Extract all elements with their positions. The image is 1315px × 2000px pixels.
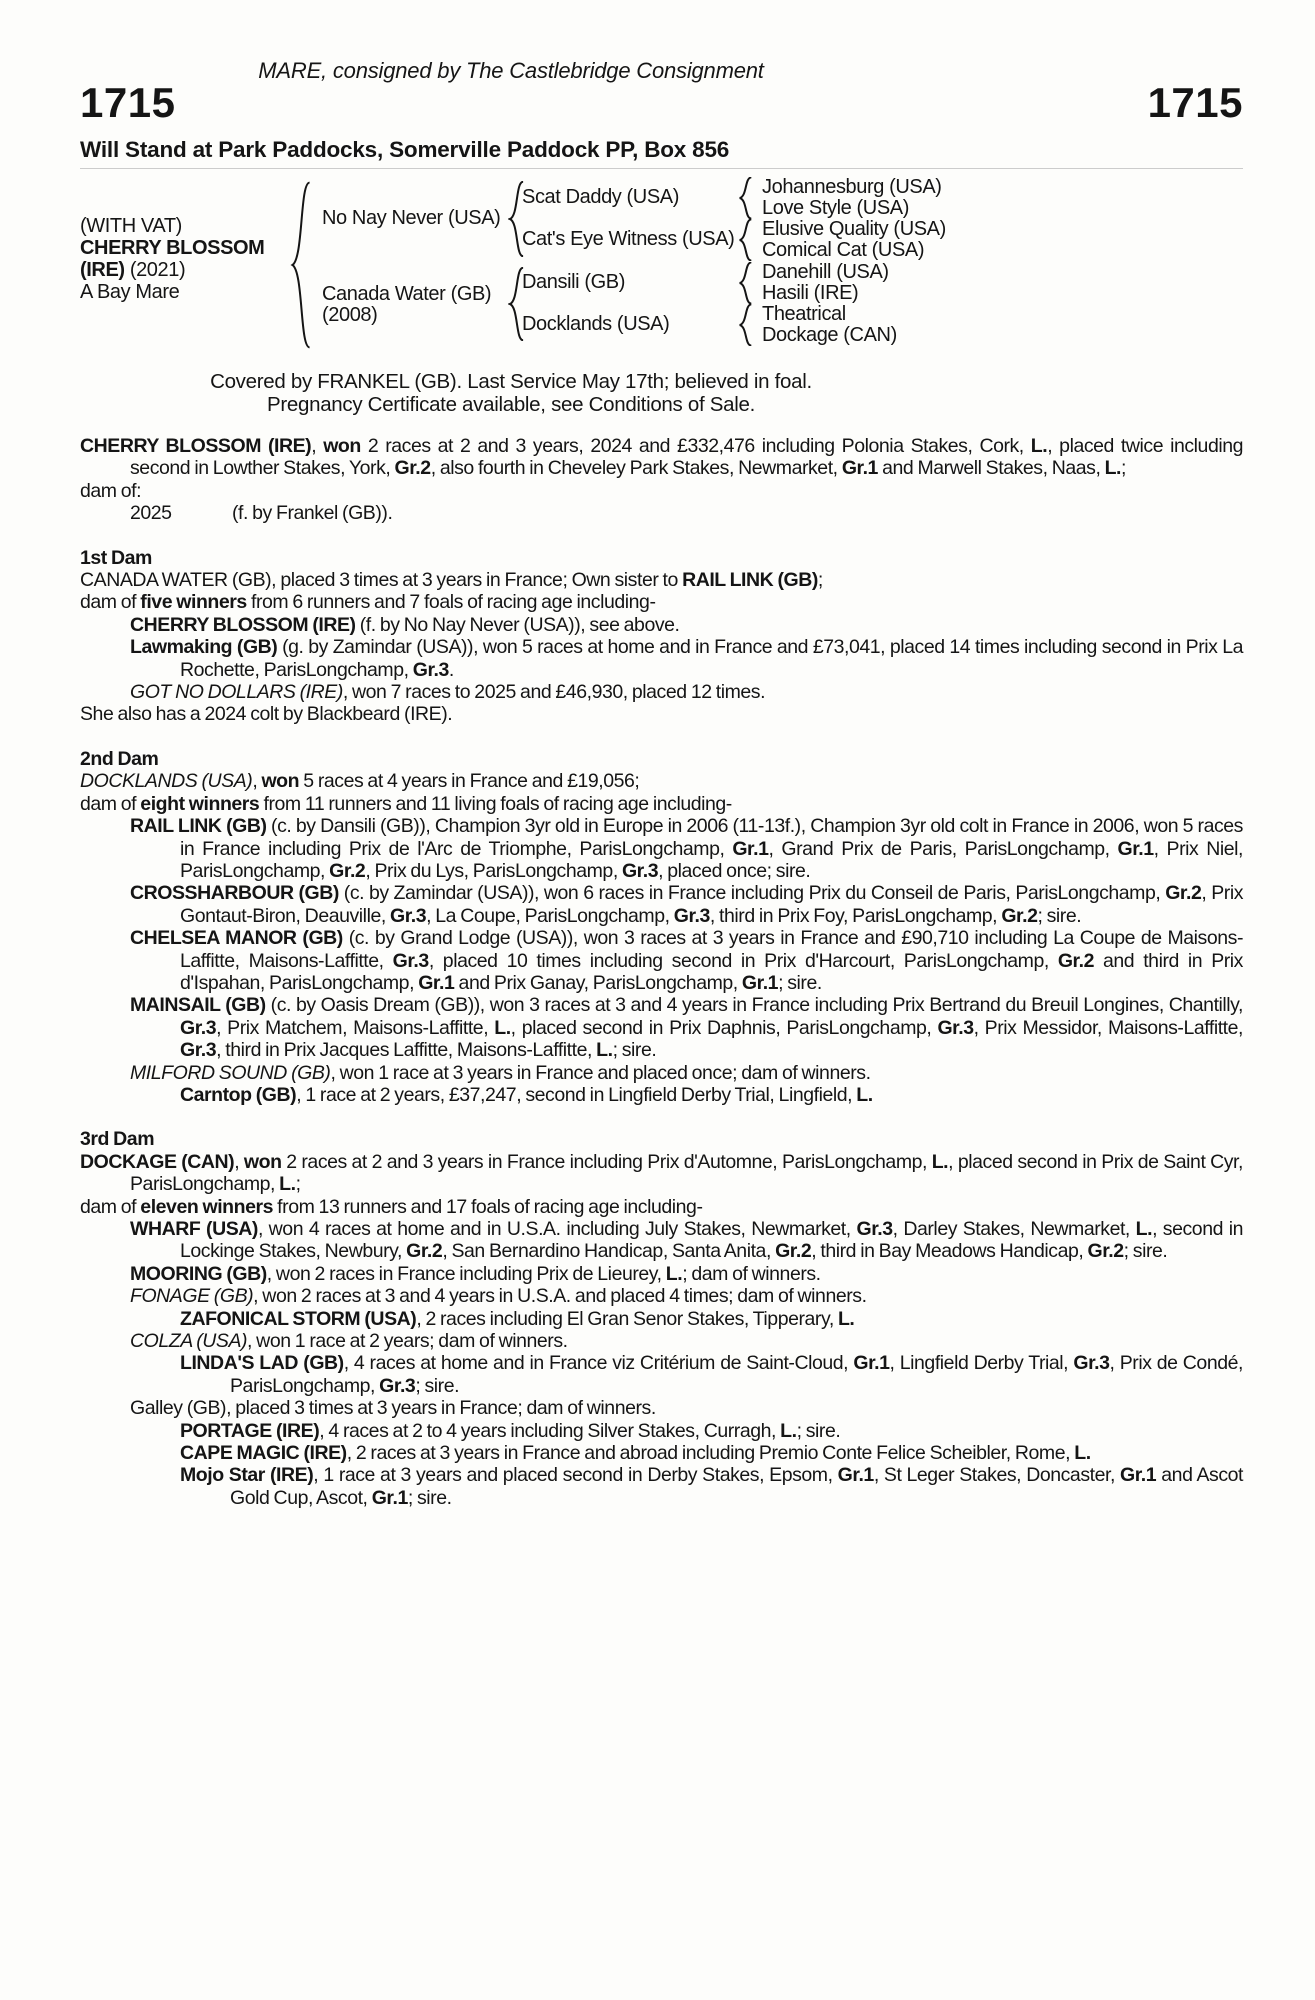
pedigree-mare-block <box>80 215 264 303</box>
brace-icon <box>508 267 525 341</box>
pedigree-dam-dam: Docklands (USA) <box>522 313 670 335</box>
catalogue-paragraph: CHELSEA MANOR (GB) (c. by Grand Lodge (USA)), won 3 races at 3 years in France and £90,710 including La Coupe de Maisons-Laffitte, Maisons-Laffitte, Gr.3, placed 10 times including second in Prix d'Harcourt, ParisLongchamp, Gr.2 and third in Prix d'Ispahan, ParisLongchamp, Gr.1 and Prix Ganay, ParisLongchamp, Gr.1; sire. <box>130 927 1243 994</box>
pedigree-dam-sire: Dansili (GB) <box>522 271 625 293</box>
lot-number-row <box>80 79 1243 133</box>
section-second-dam <box>80 748 1243 1107</box>
catalogue-paragraph: WHARF (USA), won 4 races at home and in U.S.A. including July Stakes, Newmarket, Gr.3, Darley Stakes, Newmarket, L., second in Lockinge Stakes, Newbury, Gr.2, San Bernardino Handicap, Santa Anita, Gr.2, third in Bay Meadows Handicap, Gr.2; sire. <box>130 1218 1244 1263</box>
catalogue-paragraph: dam of five winners from 6 runners and 7 foals of racing age including- <box>80 591 656 614</box>
lot-number-left: 1715 <box>80 79 176 126</box>
pedigree-gg-4: Comical Cat (USA) <box>762 239 925 261</box>
catalogue-paragraph: FONAGE (GB), won 2 races at 3 and 4 years in U.S.A. and placed 4 times; dam of winners. <box>130 1285 867 1308</box>
catalogue-paragraph: Galley (GB), placed 3 times at 3 years in France; dam of winners. <box>130 1397 656 1420</box>
catalogue-paragraph: COLZA (USA), won 1 race at 2 years; dam of winners. <box>130 1330 568 1353</box>
catalogue-paragraph: MOORING (GB), won 2 races in France including Prix de Lieurey, L.; dam of winners. <box>130 1262 821 1285</box>
catalogue-paragraph: Carntop (GB), 1 race at 2 years, £37,247, second in Lingfield Derby Trial, Lingfield, L. <box>180 1083 873 1106</box>
catalogue-paragraph: MILFORD SOUND (GB), won 1 race at 3 years in France and placed once; dam of winners. <box>130 1061 871 1084</box>
pedigree-sire-sire: Scat Daddy (USA) <box>522 186 679 208</box>
catalogue-paragraph: Lawmaking (GB) (g. by Zamindar (USA)), won 5 races at home and in France and £73,041, placed 14 times including second in Prix La Rochette, ParisLongchamp, Gr.3. <box>130 636 1243 681</box>
with-vat-note: (WITH VAT) <box>80 215 182 237</box>
catalogue-paragraph: DOCKAGE (CAN), won 2 races at 2 and 3 years in France including Prix d'Automne, ParisLongchamp, L., placed second in Prix de Saint Cyr, ParisLongchamp, L.; <box>80 1150 1243 1196</box>
brace-icon <box>290 181 312 349</box>
lot-number-right: 1715 <box>1147 79 1243 126</box>
catalogue-paragraph: CAPE MAGIC (IRE), 2 races at 3 years in France and abroad including Premio Conte Felice Scheibler, Rome, L. <box>180 1442 1091 1465</box>
catalogue-paragraph: CROSSHARBOUR (GB) (c. by Zamindar (USA)), won 6 races in France including Prix du Conseil de Paris, ParisLongchamp, Gr.2, Prix Gontaut-Biron, Deauville, Gr.3, La Coupe, ParisLongchamp, Gr.3, third in Prix Foy, ParisLongchamp, Gr.2; sire. <box>130 882 1243 927</box>
mare-description: A Bay Mare <box>80 281 180 303</box>
section-heading: 1st Dam <box>80 546 152 569</box>
mare-year: (2021) <box>124 259 186 281</box>
produce-record-line <box>130 502 1243 524</box>
catalogue-paragraph: LINDA'S LAD (GB), 4 races at home and in France viz Critérium de Saint-Cloud, Gr.1, Lingfield Derby Trial, Gr.3, Prix de Condé, ParisLongchamp, Gr.3; sire. <box>180 1352 1243 1397</box>
catalogue-paragraph: CHERRY BLOSSOM (IRE), won 2 races at 2 and 3 years, 2024 and £332,476 including Polonia Stakes, Cork, L., placed twice including second in Lowther Stakes, York, Gr.2, also fourth in Cheveley Park Stakes, Newmarket, Gr.1 and Marwell Stakes, Naas, L.; <box>80 435 1244 480</box>
section-first-dam <box>80 547 1243 726</box>
catalogue-paragraph: GOT NO DOLLARS (IRE), won 7 races to 2025 and £46,930, placed 12 times. <box>130 681 766 704</box>
pedigree-gg-1: Johannesburg (USA) <box>762 176 942 198</box>
catalogue-paragraph: DOCKLANDS (USA), won 5 races at 4 years in France and £19,056; <box>80 770 640 793</box>
covering-details <box>80 370 942 416</box>
mare-suffix-year <box>80 259 264 281</box>
covering-line-2: Pregnancy Certificate available, see Conditions of Sale. <box>266 393 755 416</box>
catalogue-paragraph: dam of: <box>80 479 142 502</box>
catalogue-paragraph: CHERRY BLOSSOM (IRE) (f. by No Nay Never (USA)), see above. <box>130 613 680 636</box>
catalogue-paragraph: dam of eight winners from 11 runners and 11 living foals of racing age including- <box>80 792 732 815</box>
catalogue-paragraph: CANADA WATER (GB), placed 3 times at 3 years in France; Own sister to RAIL LINK (GB); <box>80 569 823 592</box>
pedigree-gg-2: Love Style (USA) <box>762 197 909 219</box>
section-third-dam <box>80 1128 1243 1509</box>
brace-icon <box>738 177 753 219</box>
mare-name: CHERRY BLOSSOM <box>80 237 265 259</box>
brace-icon <box>738 219 753 261</box>
brace-icon <box>738 304 753 346</box>
catalogue-paragraph: RAIL LINK (GB) (c. by Dansili (GB)), Champion 3yr old in Europe in 2006 (11-13f.), Champion 3yr old colt in France in 2006, won 5 races in France including Prix de l'Arc de Triomphe, ParisLongchamp, Gr.1, Grand Prix de Paris, ParisLongchamp, Gr.1, Prix Niel, ParisLongchamp, Gr.2, Prix du Lys, ParisLongchamp, Gr.3, placed once; sire. <box>130 815 1243 882</box>
pedigree-gg-6: Hasili (IRE) <box>762 282 859 304</box>
section-paragraphs <box>80 569 1243 726</box>
pedigree-sire-dam: Cat's Eye Witness (USA) <box>522 228 735 250</box>
brace-icon <box>738 262 753 304</box>
section-paragraphs <box>80 770 1243 1106</box>
consignment-line: MARE, consigned by The Castlebridge Consignment <box>258 58 764 83</box>
section-heading: 2nd Dam <box>80 747 159 770</box>
pedigree-gg-5: Danehill (USA) <box>762 261 889 283</box>
brace-icon <box>508 181 525 257</box>
catalogue-paragraph: Mojo Star (IRE), 1 race at 3 years and placed second in Derby Stakes, Epsom, Gr.1, St Leger Stakes, Doncaster, Gr.1 and Ascot Gold Cup, Ascot, Gr.1; sire. <box>180 1464 1244 1509</box>
pedigree-dam <box>322 284 491 326</box>
pedigree-dam-year: (2008) <box>322 304 378 326</box>
pedigree-sire: No Nay Never (USA) <box>322 207 501 229</box>
mare-race-record <box>80 435 1243 502</box>
produce-text: (f. by Frankel (GB)). <box>232 502 393 525</box>
catalogue-paragraph: MAINSAIL (GB) (c. by Oasis Dream (GB)), won 3 races at 3 and 4 years in France including Prix Bertrand du Breuil Longines, Chantilly, Gr.3, Prix Matchem, Maisons-Laffitte, L., placed second in Prix Daphnis, ParisLongchamp, Gr.3, Prix Messidor, Maisons-Laffitte, Gr.3, third in Prix Jacques Laffitte, Maisons-Laffitte, L.; sire. <box>130 994 1243 1062</box>
catalogue-paragraph: PORTAGE (IRE), 4 races at 2 to 4 years including Silver Stakes, Curragh, L.; sire. <box>180 1419 841 1442</box>
pedigree-table <box>80 177 1243 357</box>
mare-country-suffix: (IRE) <box>80 259 125 281</box>
pedigree-dam-name: Canada Water (GB) <box>322 283 492 305</box>
catalogue-paragraph: She also has a 2024 colt by Blackbeard (IRE). <box>80 703 453 726</box>
covering-line-1: Covered by FRANKEL (GB). Last Service May 17th; believed in foal. <box>210 370 812 393</box>
pedigree-gg-8: Dockage (CAN) <box>762 324 897 346</box>
section-paragraphs <box>80 1151 1243 1510</box>
pedigree-gg-3: Elusive Quality (USA) <box>762 218 946 240</box>
stand-location-heading: Will Stand at Park Paddocks, Somerville Paddock PP, Box 856 <box>80 137 1243 169</box>
section-heading: 3rd Dam <box>80 1128 155 1151</box>
pedigree-gg-7: Theatrical <box>762 303 846 325</box>
produce-year: 2025 <box>130 502 172 525</box>
catalogue-body <box>80 435 1243 1509</box>
catalogue-paragraph: dam of eleven winners from 13 runners and 17 foals of racing age including- <box>80 1195 703 1218</box>
catalogue-paragraph: ZAFONICAL STORM (USA), 2 races including El Gran Senor Stakes, Tipperary, L. <box>180 1307 855 1330</box>
